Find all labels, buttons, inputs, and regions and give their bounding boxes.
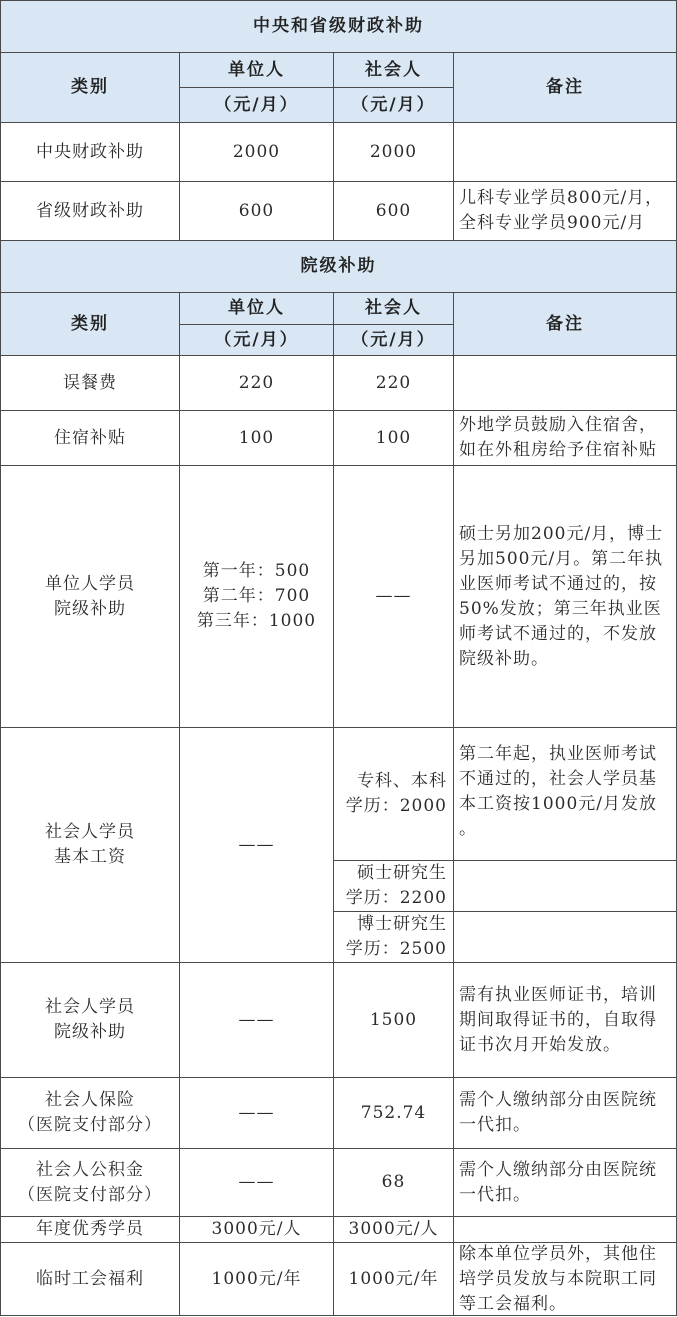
social-insurance-category: 社会人保险 （医院支付部分） xyxy=(0,1078,180,1149)
social-wage-master-note xyxy=(454,861,677,912)
unit-trainee-allowance-social: —— xyxy=(334,466,454,728)
provincial-subsidy-category: 省级财政补助 xyxy=(0,182,180,241)
section1-category-header: 类别 xyxy=(0,53,180,123)
unit-trainee-allowance-unit: 第一年：500 第二年：700 第三年：1000 xyxy=(180,466,334,728)
section2-title: 院级补助 xyxy=(0,241,677,293)
social-wage-doctor-note xyxy=(454,912,677,963)
excellent-trainee-unit: 3000元/人 xyxy=(180,1217,334,1243)
section1-title: 中央和省级财政补助 xyxy=(0,0,677,53)
section2-social-unit-header: （元/月） xyxy=(334,325,454,356)
housing-fund-note: 需个人缴纳部分由医院统 一代扣。 xyxy=(454,1149,677,1217)
unit-trainee-allowance-note: 硕士另加200元/月，博士 另加500元/月。第二年执 业医师考试不通过的，按 50%发放；第三年执业医 师考试不通过的，不发放 院级补助。 xyxy=(454,466,677,728)
section2-unit-unit-header: （元/月） xyxy=(180,325,334,356)
excellent-trainee-note xyxy=(454,1217,677,1243)
social-trainee-allowance-note: 需有执业医师证书，培训 期间取得证书的，自取得 证书次月开始发放。 xyxy=(454,963,677,1078)
housing-allowance-unit: 100 xyxy=(180,411,334,466)
social-wage-doctor: 博士研究生 学历：2500 xyxy=(334,912,454,963)
meal-allowance-unit: 220 xyxy=(180,356,334,411)
section1-unit-unit-header: （元/月） xyxy=(180,88,334,123)
section1-social-header: 社会人 xyxy=(334,53,454,88)
provincial-subsidy-social: 600 xyxy=(334,182,454,241)
social-trainee-allowance-unit: —— xyxy=(180,963,334,1078)
central-subsidy-note xyxy=(454,123,677,182)
meal-allowance-note xyxy=(454,356,677,411)
section2-unit-header: 单位人 xyxy=(180,293,334,325)
social-insurance-note: 需个人缴纳部分由医院统 一代扣。 xyxy=(454,1078,677,1149)
social-insurance-unit: —— xyxy=(180,1078,334,1149)
social-wage-bachelor: 专科、本科 学历：2000 xyxy=(334,728,454,861)
housing-allowance-note: 外地学员鼓励入住宿舍， 如在外租房给予住宿补贴 xyxy=(454,411,677,466)
union-welfare-social: 1000元/年 xyxy=(334,1243,454,1316)
central-subsidy-unit: 2000 xyxy=(180,123,334,182)
social-trainee-allowance-social: 1500 xyxy=(334,963,454,1078)
union-welfare-note: 除本单位学员外，其他住 培学员发放与本院职工同 等工会福利。 xyxy=(454,1243,677,1316)
housing-allowance-social: 100 xyxy=(334,411,454,466)
provincial-subsidy-note: 儿科专业学员800元/月， 全科专业学员900元/月 xyxy=(454,182,677,241)
housing-fund-unit: —— xyxy=(180,1149,334,1217)
union-welfare-unit: 1000元/年 xyxy=(180,1243,334,1316)
excellent-trainee-category: 年度优秀学员 xyxy=(0,1217,180,1243)
section1-unit-header: 单位人 xyxy=(180,53,334,88)
social-trainee-wage-note: 第二年起，执业医师考试 不通过的，社会人学员基 本工资按1000元/月发放 。 xyxy=(454,728,677,861)
social-wage-master: 硕士研究生 学历：2200 xyxy=(334,861,454,912)
section2-social-header: 社会人 xyxy=(334,293,454,325)
unit-trainee-allowance-category: 单位人学员 院级补助 xyxy=(0,466,180,728)
social-trainee-wage-category: 社会人学员 基本工资 xyxy=(0,728,180,963)
social-insurance-social: 752.74 xyxy=(334,1078,454,1149)
central-subsidy-social: 2000 xyxy=(334,123,454,182)
section1-social-unit-header: （元/月） xyxy=(334,88,454,123)
social-trainee-allowance-category: 社会人学员 院级补助 xyxy=(0,963,180,1078)
excellent-trainee-social: 3000元/人 xyxy=(334,1217,454,1243)
section1-note-header: 备注 xyxy=(454,53,677,123)
social-trainee-wage-unit: —— xyxy=(180,728,334,963)
housing-fund-social: 68 xyxy=(334,1149,454,1217)
union-welfare-category: 临时工会福利 xyxy=(0,1243,180,1316)
housing-fund-category: 社会人公积金 （医院支付部分） xyxy=(0,1149,180,1217)
section2-note-header: 备注 xyxy=(454,293,677,356)
provincial-subsidy-unit: 600 xyxy=(180,182,334,241)
meal-allowance-category: 误餐费 xyxy=(0,356,180,411)
meal-allowance-social: 220 xyxy=(334,356,454,411)
central-subsidy-category: 中央财政补助 xyxy=(0,123,180,182)
housing-allowance-category: 住宿补贴 xyxy=(0,411,180,466)
section2-category-header: 类别 xyxy=(0,293,180,356)
